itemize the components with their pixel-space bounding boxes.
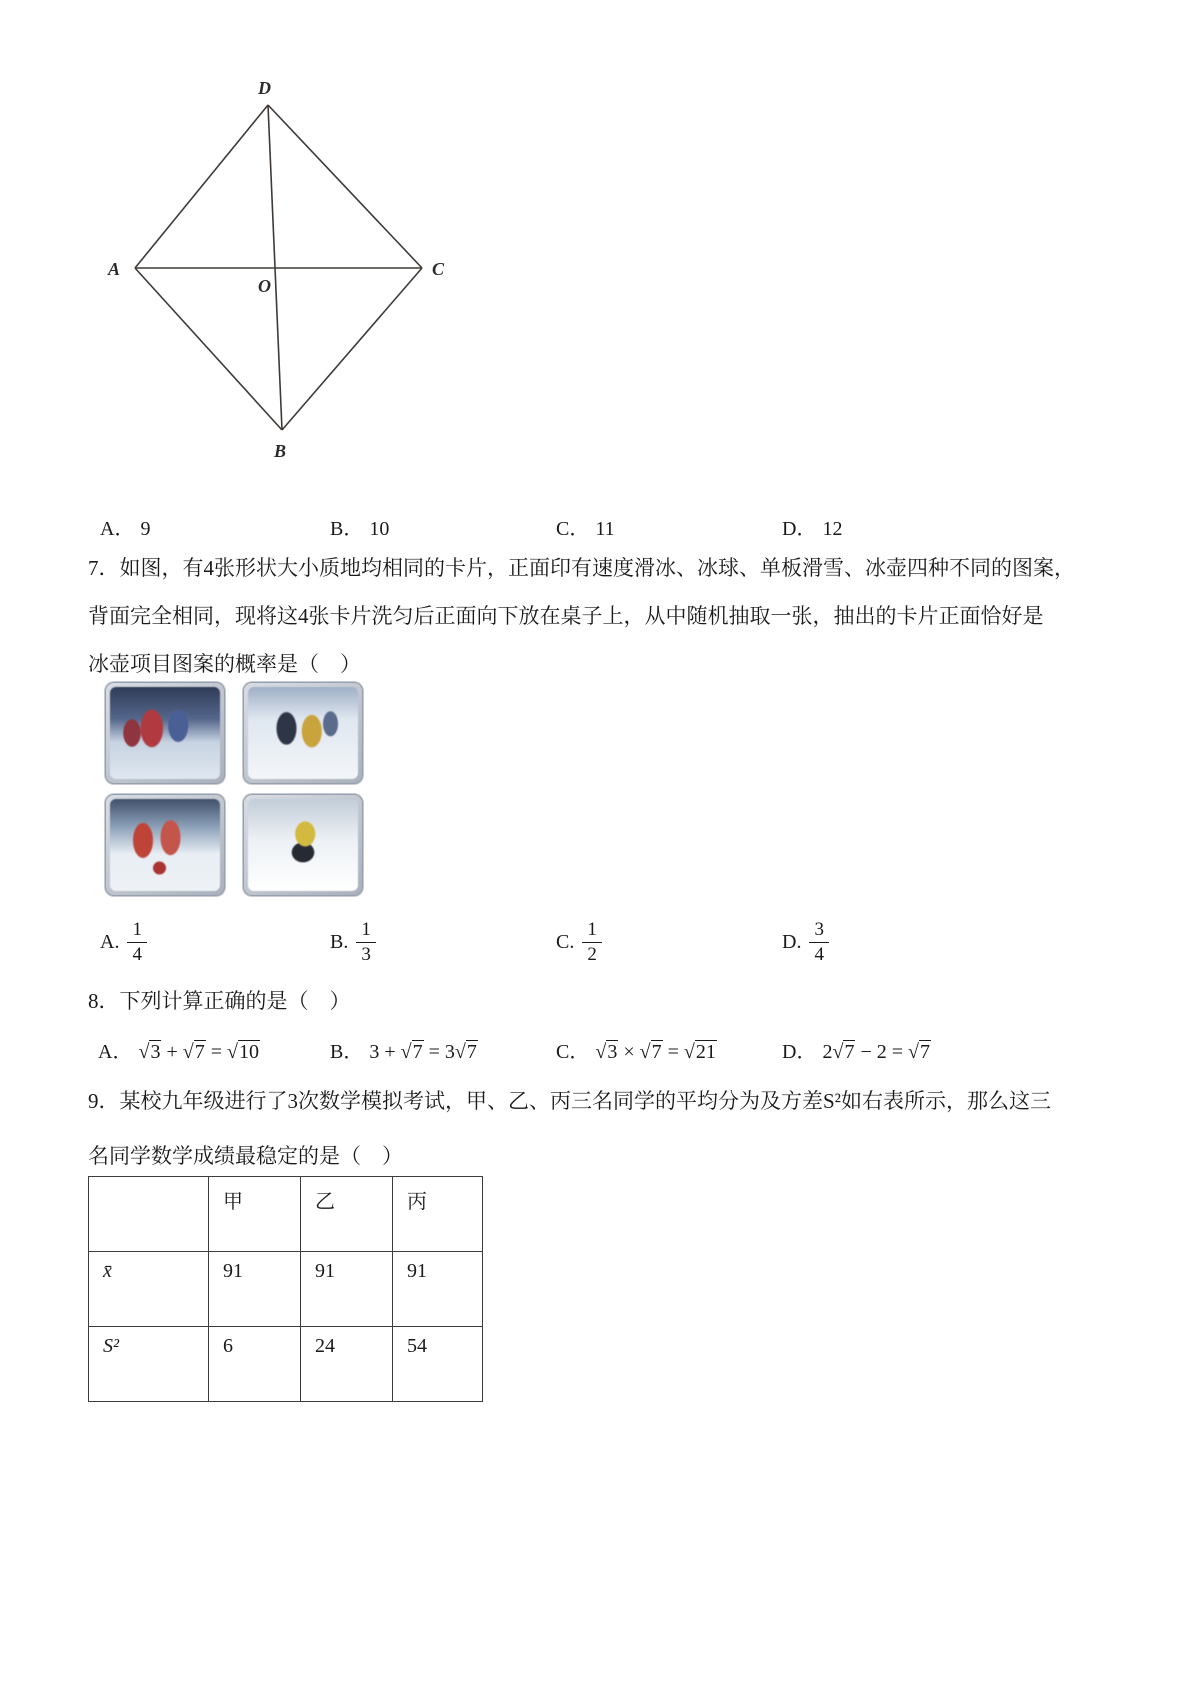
fraction-denominator: 4 — [132, 943, 142, 965]
q8-option-a — [98, 1035, 260, 1064]
option-letter: A. — [100, 930, 120, 953]
fraction — [582, 918, 602, 967]
math-expression: √3 + √7 = √10 — [138, 1041, 259, 1063]
fraction-numerator: 3 — [809, 918, 829, 943]
vertex-label-o: O — [258, 276, 271, 296]
header-cell-blank — [89, 1177, 209, 1252]
scores-table — [88, 1176, 483, 1402]
option-value: 9 — [140, 518, 151, 540]
q7-options-row — [0, 918, 1200, 980]
option-value: 10 — [369, 518, 390, 540]
fraction — [127, 918, 147, 967]
option-letter: A． — [98, 1041, 133, 1063]
card-ice-hockey — [243, 682, 363, 784]
table-header-row — [89, 1177, 483, 1252]
vertex-label-a: A — [108, 259, 121, 279]
option-letter: D. — [782, 930, 802, 953]
option-letter: B. — [330, 930, 349, 953]
card-curling — [105, 794, 225, 896]
mean-cell-yi: 91 — [301, 1252, 393, 1327]
fraction-denominator: 3 — [361, 943, 371, 965]
header-cell-bing: 丙 — [393, 1177, 483, 1252]
header-cell-jia: 甲 — [209, 1177, 301, 1252]
fraction-numerator: 1 — [356, 918, 376, 943]
snowboarding-image — [248, 799, 358, 891]
option-value: 11 — [595, 518, 615, 540]
q8-title: 8．下列计算正确的是（ ） — [88, 989, 351, 1013]
variance-cell-yi: 24 — [301, 1327, 393, 1402]
row-label-mean: x̄ — [89, 1252, 209, 1327]
side-cb — [282, 268, 422, 430]
option-letter: B． — [330, 1041, 364, 1063]
vertex-label-d: D — [258, 78, 271, 98]
variance-cell-jia: 6 — [209, 1327, 301, 1402]
option-letter: C. — [556, 930, 575, 953]
vertex-label-c: C — [432, 259, 445, 279]
speed-skating-image — [110, 687, 220, 779]
q8-options-row — [0, 1035, 1200, 1069]
vertex-label-b: B — [274, 441, 287, 461]
q7-text-line2: 背面完全相同，现将这4张卡片洗匀后正面向下放在桌子上，从中随机抽取一张，抽出的卡片正面恰好是 — [88, 604, 1044, 628]
math-expression: √3 × √7 = √21 — [595, 1041, 716, 1063]
header-cell-yi: 乙 — [301, 1177, 393, 1252]
card-snowboarding — [243, 794, 363, 896]
rhombus-figure — [60, 70, 480, 470]
option-letter: D． — [782, 518, 817, 540]
fraction-numerator: 1 — [582, 918, 602, 943]
q7-text-line3: 冰壶项目图案的概率是（ ） — [88, 652, 361, 676]
q7-option-a — [100, 918, 147, 967]
q9-text-line1: 9．某校九年级进行了3次数学模拟考试，甲、乙、丙三名同学的平均分为及方差S²如右表所示，那么这三 — [88, 1089, 1051, 1113]
q6-option-d — [782, 512, 842, 541]
option-letter: C． — [556, 518, 590, 540]
row-label-variance: S² — [89, 1327, 209, 1402]
side-dc — [268, 105, 422, 268]
mean-cell-bing: 91 — [393, 1252, 483, 1327]
q6-option-a — [100, 512, 150, 541]
fraction — [356, 918, 376, 967]
q6-option-b — [330, 512, 389, 541]
q9-text-line2: 名同学数学成绩最稳定的是（ ） — [88, 1144, 403, 1168]
q7-option-b — [330, 918, 376, 967]
fraction — [809, 918, 829, 967]
option-letter: C． — [556, 1041, 590, 1063]
q8-option-c — [556, 1035, 717, 1064]
option-value: 12 — [822, 518, 843, 540]
card-speed-skating — [105, 682, 225, 784]
option-letter: A． — [100, 518, 135, 540]
q8-option-d — [782, 1035, 931, 1064]
math-expression: 2√7 − 2 = √7 — [822, 1041, 930, 1063]
table-row-variance — [89, 1327, 483, 1402]
variance-cell-bing: 54 — [393, 1327, 483, 1402]
option-letter: D． — [782, 1041, 817, 1063]
option-letter: B． — [330, 518, 364, 540]
q6-option-c — [556, 512, 615, 541]
side-ad — [135, 105, 268, 268]
q6-options-row — [0, 512, 1200, 546]
fraction-numerator: 1 — [127, 918, 147, 943]
sport-cards-grid — [105, 682, 363, 896]
curling-image — [110, 799, 220, 891]
table-row-mean — [89, 1252, 483, 1327]
q7-option-c — [556, 918, 602, 967]
ice-hockey-image — [248, 687, 358, 779]
fraction-denominator: 2 — [587, 943, 597, 965]
q7-text-line1: 7．如图，有4张形状大小质地均相同的卡片，正面印有速度滑冰、冰球、单板滑雪、冰壶四种不同的图案， — [88, 556, 1075, 580]
q8-option-b — [330, 1035, 478, 1064]
mean-cell-jia: 91 — [209, 1252, 301, 1327]
fraction-denominator: 4 — [814, 943, 824, 965]
q7-option-d — [782, 918, 829, 967]
math-expression: 3 + √7 = 3√7 — [369, 1041, 477, 1063]
